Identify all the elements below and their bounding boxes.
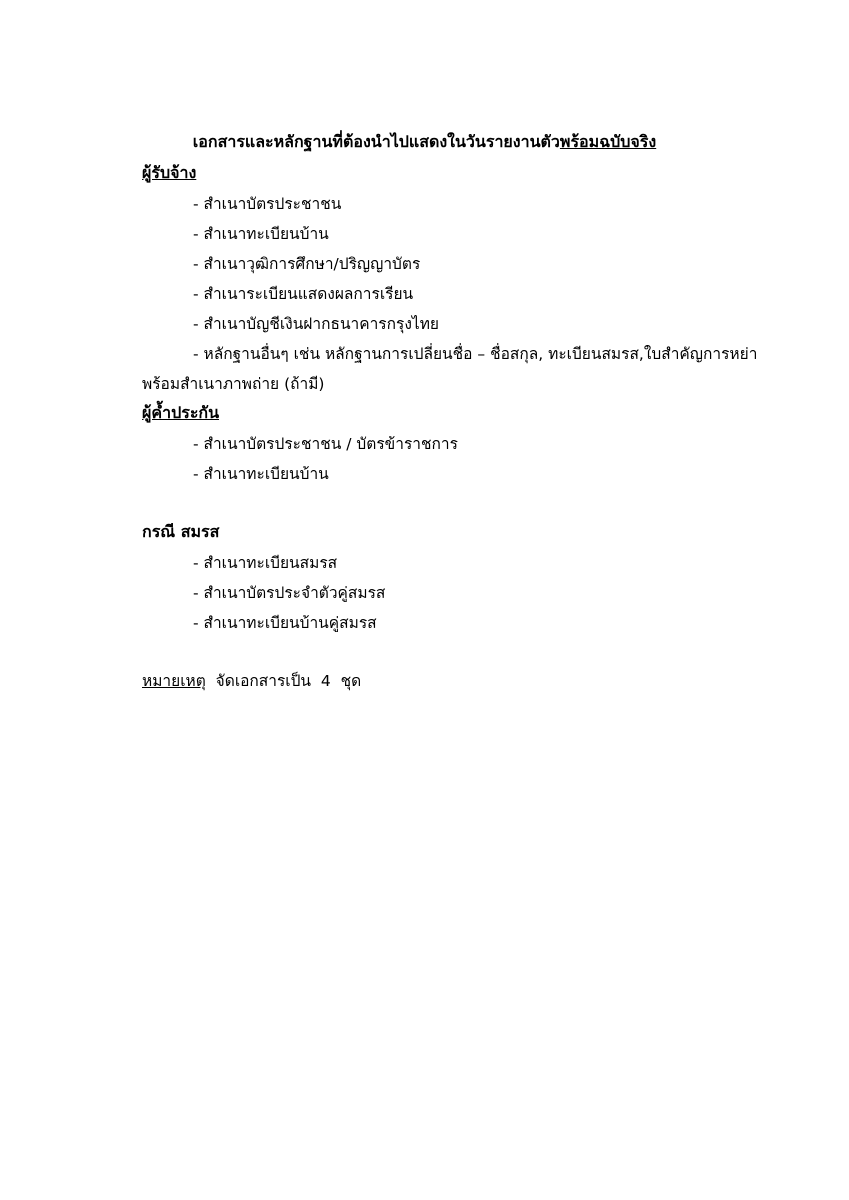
note-label: หมายเหตุ — [142, 672, 206, 690]
list-item: - สำเนาบัตรประชาชน / บัตรข้าราชการ — [193, 435, 458, 453]
list-item: - สำเนาทะเบียนบ้าน — [193, 465, 329, 483]
list-item: - สำเนาระเบียนแสดงผลการเรียน — [193, 285, 414, 303]
title-emphasis: พร้อมฉบับจริง — [559, 132, 657, 151]
list-item-continuation: พร้อมสำเนาภาพถ่าย (ถ้ามี) — [142, 375, 325, 393]
note-text: จัดเอกสารเป็น 4 ชุด — [205, 672, 362, 690]
list-item: - สำเนาบัตรประจำตัวคู่สมรส — [193, 584, 386, 602]
guarantor-heading: ผู้ค้ำประกัน — [142, 403, 220, 422]
married-heading: กรณี สมรส — [142, 522, 220, 541]
list-item: - สำเนาบัตรประชาชน — [193, 195, 342, 213]
title-main: เอกสารและหลักฐานที่ต้องนำไปแสดงในวันรายงานตัว — [192, 132, 560, 151]
list-item: - สำเนาทะเบียนสมรส — [193, 554, 338, 572]
list-item: - สำเนาวุฒิการศึกษา/ปริญญาบัตร — [193, 255, 421, 273]
list-item: - สำเนาทะเบียนบ้าน — [193, 225, 329, 243]
list-item: - หลักฐานอื่นๆ เช่น หลักฐานการเปลี่ยนชื่อ – ชื่อสกุล, ทะเบียนสมรส,ใบสำคัญการหย่า — [193, 345, 758, 363]
list-item: - สำเนาบัญชีเงินฝากธนาคารกรุงไทย — [193, 315, 440, 333]
note — [142, 668, 361, 693]
document-title — [0, 130, 849, 155]
employee-heading: ผู้รับจ้าง — [142, 163, 197, 182]
list-item: - สำเนาทะเบียนบ้านคู่สมรส — [193, 614, 377, 632]
